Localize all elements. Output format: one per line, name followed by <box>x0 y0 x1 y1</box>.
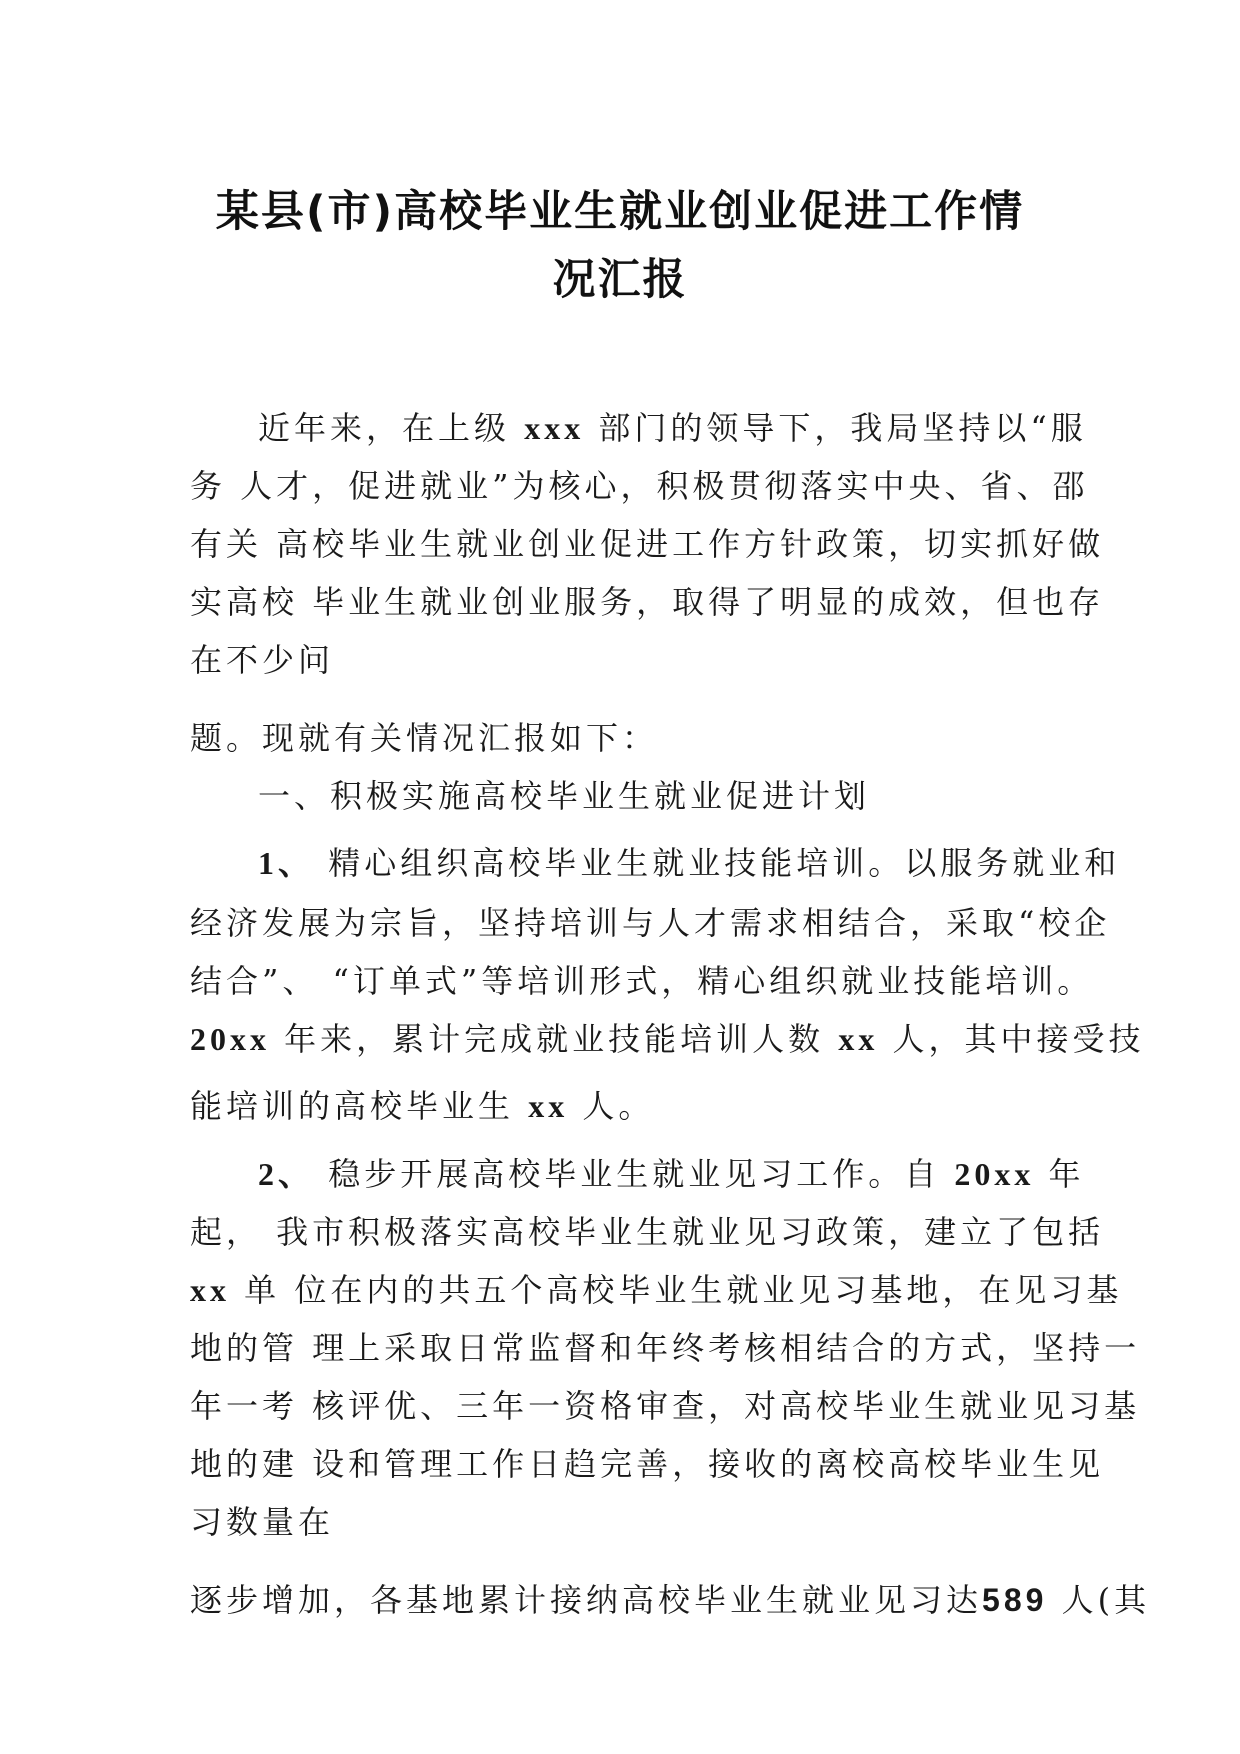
text-span: 逐步增加，各基地累计接纳高校毕业生就业见习达 <box>190 1581 983 1619</box>
placeholder-count: xx <box>838 1021 879 1057</box>
item-1-line-1 <box>258 843 1120 883</box>
paragraph-1-line-3: 有关 高校毕业生就业创业促进工作方针政策，切实抓好做 <box>190 525 1105 563</box>
text-span: 部门的领导下，我局坚持以“服 <box>584 409 1087 447</box>
paragraph-1-line-1 <box>258 408 1087 448</box>
item-2-line-6: 地的建 设和管理工作日趋完善，接收的离校高校毕业生见 <box>190 1445 1105 1483</box>
text-span: 能培训的高校毕业生 <box>190 1087 529 1125</box>
text-span: 人。 <box>568 1087 655 1125</box>
item-number: 1、 <box>258 845 315 881</box>
item-2-line-1 <box>258 1154 1085 1194</box>
item-2-line-5: 年一考 核评优、三年一资格审查，对高校毕业生就业见习基 <box>190 1387 1141 1425</box>
text-span: 年来，累计完成就业技能培训人数 <box>270 1020 839 1058</box>
item-number: 2、 <box>258 1156 315 1192</box>
placeholder-year: 20xx <box>190 1021 270 1057</box>
placeholder-count: xx <box>528 1088 569 1124</box>
text-span: 单 位在内的共五个高校毕业生就业见习基地，在见习基 <box>230 1271 1123 1309</box>
item-2-line-2: 起， 我市积极落实高校毕业生就业见习政策，建立了包括 <box>190 1213 1105 1251</box>
text-span: 人(其 <box>1047 1581 1151 1619</box>
item-1-line-4 <box>190 1019 1145 1059</box>
paragraph-1-line-5: 在不少问 <box>190 641 335 679</box>
text-span: 稳步开展高校毕业生就业见习工作。自 <box>314 1155 955 1193</box>
placeholder-department: xxx <box>524 410 585 446</box>
text-span: 近年来，在上级 <box>258 409 525 447</box>
text-span: 人，其中接受技 <box>878 1020 1145 1058</box>
document-title-line-2: 况汇报 <box>552 255 688 305</box>
document-title-line-1: 某县(市)高校毕业生就业创业促进工作情 <box>215 187 1025 237</box>
item-1-line-3: 结合”、 “订单式”等培训形式，精心组织就业技能培训。 <box>190 962 1094 1000</box>
item-2-line-4: 地的管 理上采取日常监督和年终考核相结合的方式，坚持一 <box>190 1329 1141 1367</box>
placeholder-year: 20xx <box>954 1156 1035 1192</box>
text-span: 精心组织高校毕业生就业技能培训。以服务就业和 <box>314 844 1121 882</box>
item-2-line-8 <box>190 1580 1150 1620</box>
paragraph-1-line-6: 题。现就有关情况汇报如下： <box>190 719 659 757</box>
paragraph-1-line-4: 实高校 毕业生就业创业服务，取得了明显的成效，但也存 <box>190 583 1105 621</box>
item-1-line-5 <box>190 1086 654 1126</box>
placeholder-count: xx <box>190 1272 230 1308</box>
intern-count: 589 <box>982 1582 1048 1618</box>
item-1-line-2: 经济发展为宗旨，坚持培训与人才需求相结合，采取“校企 <box>190 904 1111 942</box>
paragraph-1-line-2: 务 人才，促进就业”为核心，积极贯彻落实中央、省、邵 <box>190 467 1089 505</box>
text-span: 年 <box>1034 1155 1085 1193</box>
item-2-line-7: 习数量在 <box>190 1503 335 1541</box>
item-2-line-3 <box>190 1270 1122 1310</box>
section-heading-1: 一、积极实施高校毕业生就业促进计划 <box>258 777 871 815</box>
